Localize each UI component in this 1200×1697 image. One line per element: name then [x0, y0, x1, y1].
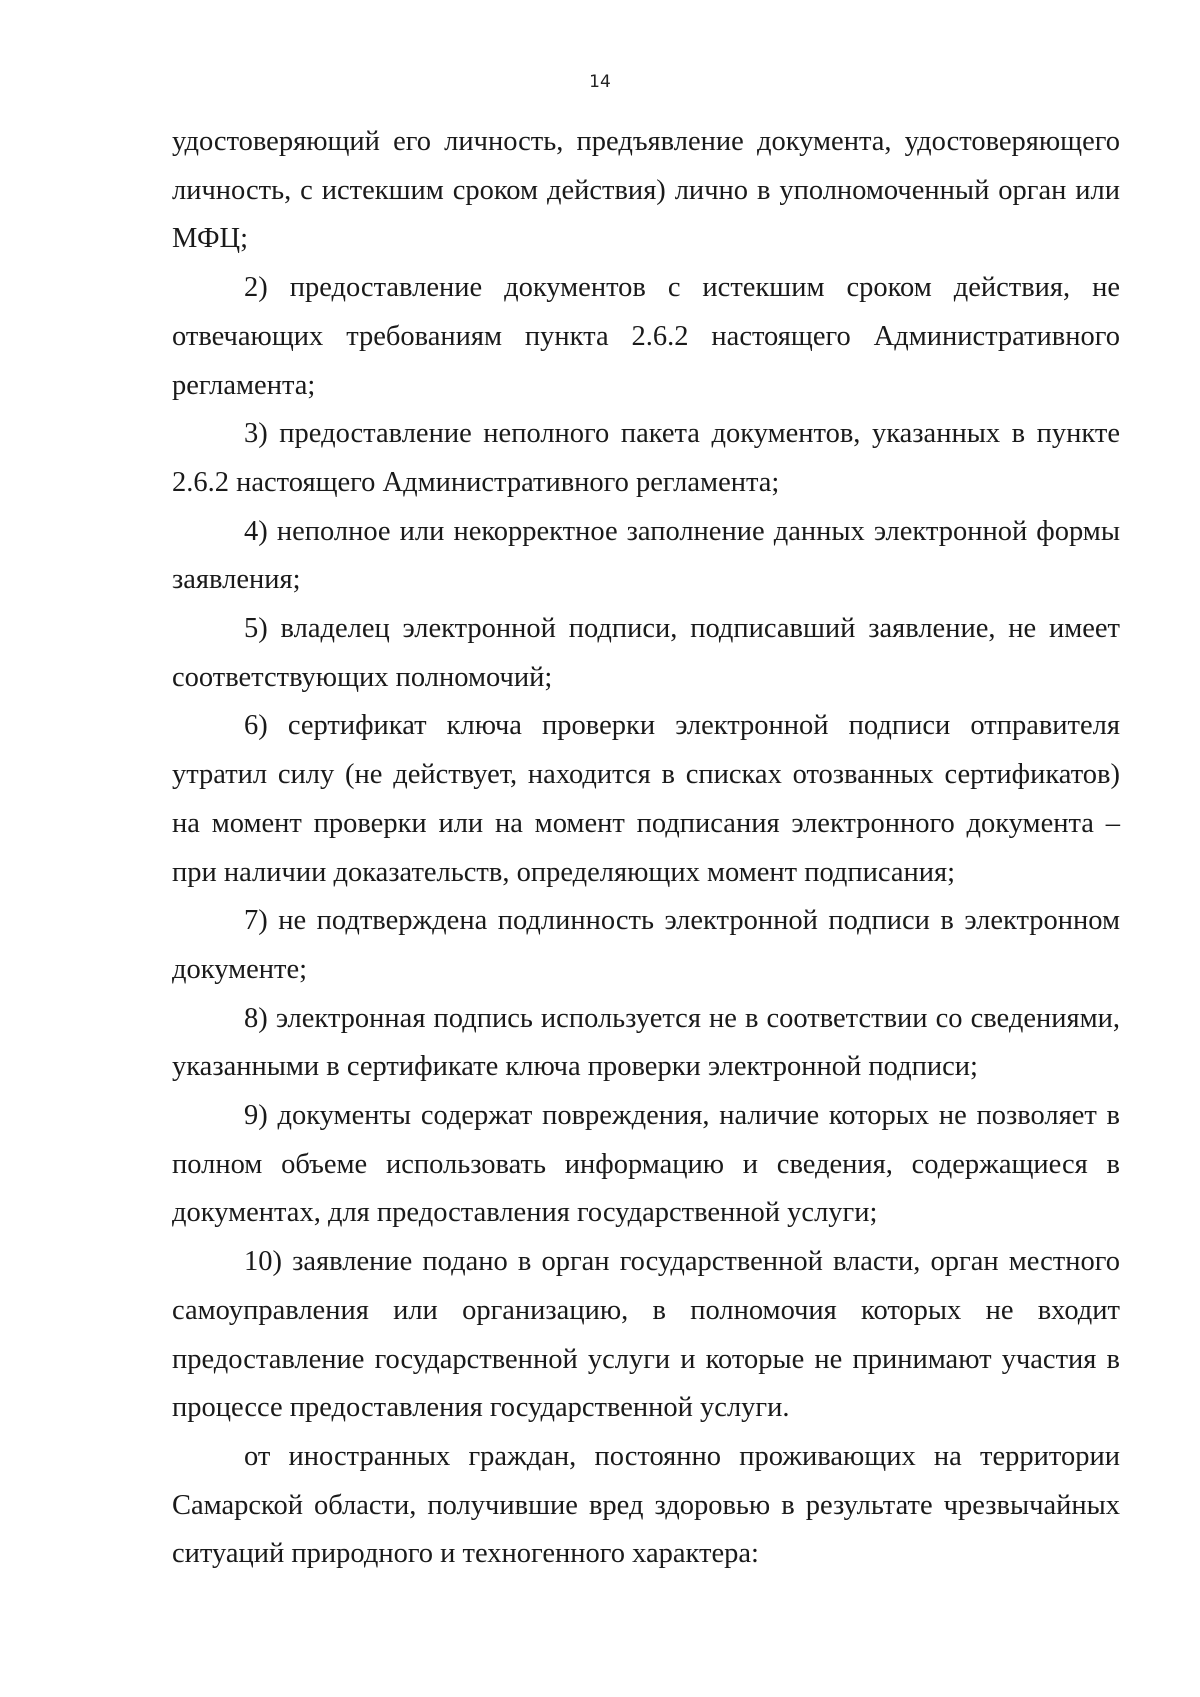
list-item-6: 6) сертификат ключа проверки электронной подписи отправителя утратил силу (не действует, находится в списках отозванных сертификатов) на момент проверки или на момент подписания электронного документа – при наличии доказательств, определяющих момент подписания; — [172, 710, 1120, 888]
list-item-7: 7) не подтверждена подлинность электронной подписи в электронном документе; — [172, 905, 1120, 985]
list-item-5: 5) владелец электронной подписи, подписавший заявление, не имеет соответствующих полномочий; — [172, 613, 1120, 693]
paragraph-continuation: удостоверяющий его личность, предъявление документа, удостоверяющего личность, с истекшим сроком действия) лично в уполномоченный орган или МФЦ; — [172, 126, 1120, 255]
list-item-3: 3) предоставление неполного пакета документов, указанных в пункте 2.6.2 настоящего Административного регламента; — [172, 418, 1120, 498]
list-item-10: 10) заявление подано в орган государственной власти, орган местного самоуправления или организацию, в полномочия которых не входит предоставление государственной услуги и которые не принимают участия в процессе предоставления государственной услуги. — [172, 1246, 1120, 1424]
list-item-4: 4) неполное или некорректное заполнение данных электронной формы заявления; — [172, 515, 1120, 596]
page-number: 14 — [589, 72, 611, 92]
paragraph-foreign-citizens: от иностранных граждан, постоянно проживающих на территории Самарской области, получившие вред здоровью в результате чрезвычайных ситуаций природного и техногенного характера: — [172, 1440, 1120, 1570]
list-item-2: 2) предоставление документов с истекшим сроком действия, не отвечающих требованиям пункта 2.6.2 настоящего Административного регламента; — [172, 272, 1120, 401]
list-item-9: 9) документы содержат повреждения, наличие которых не позволяет в полном объеме использовать информацию и сведения, содержащиеся в документах, для предоставления государственной услуги; — [172, 1100, 1120, 1229]
list-item-8: 8) электронная подпись используется не в соответствии со сведениями, указанными в сертификате ключа проверки электронной подписи; — [172, 1002, 1120, 1083]
document-body — [172, 118, 1120, 1579]
